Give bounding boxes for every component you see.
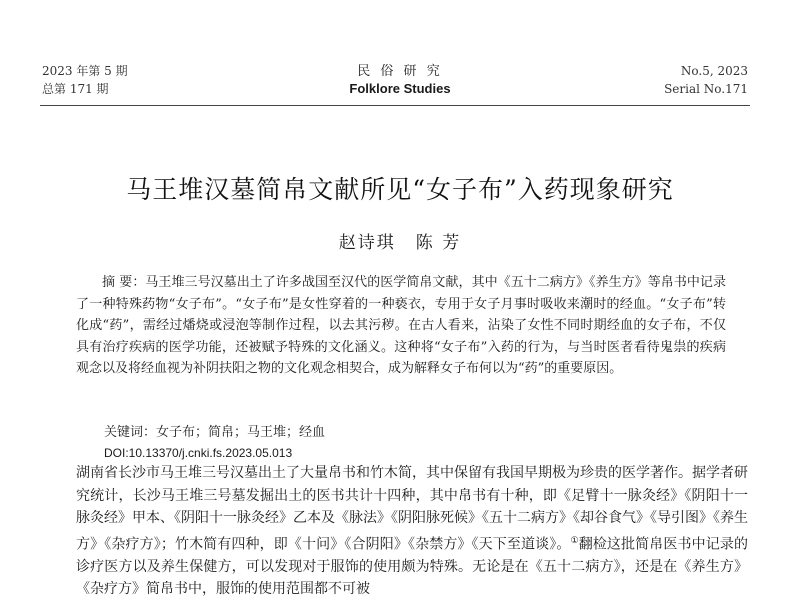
abstract-label: 摘 要： bbox=[102, 275, 146, 290]
article-meta bbox=[104, 423, 325, 463]
doi: DOI:10.13370/j.cnki.fs.2023.05.013 bbox=[104, 446, 293, 460]
keywords: 女子布；简帛；马王堆；经血 bbox=[156, 425, 326, 440]
journal-issue-en bbox=[664, 62, 748, 98]
issue-number-en: No.5, 2023 bbox=[680, 64, 748, 78]
header-rule bbox=[40, 105, 750, 106]
abstract-text: 马王堆三号汉墓出土了许多战国至汉代的医学简帛文献，其中《五十二病方》《养生方》等帛书中记录了一种特殊药物“女子布”。“女子布”是女性穿着的一种亵衣，专用于女子月事时吸收来潮时的经血。“女子布”转化成“药”，需经过燔烧或浸泡等制作过程，以去其污秽。在古人看来，沾染了女性不同时期经血的女子布，不仅具有治疗疾病的医学功能，还被赋予特殊的文化涵义。这种将“女子布”入药的行为，与当时医者看待鬼祟的疾病观念以及将经血视为补阴扶阳之物的文化观念相契合，成为解释女子布何以为“药”的重要原因。 bbox=[76, 275, 726, 376]
body-text-continued: 翻检这批简帛医书中记录的诊疗医方以及养生保健方，可以发现对于服饰的使用颇为特殊。无论是在《五十二病方》，还是在《养生方》《杂疗方》简帛书中，服饰的使用范围都不可被 bbox=[76, 536, 748, 598]
body-paragraph bbox=[76, 462, 748, 601]
serial-number-en: Serial No.171 bbox=[664, 82, 748, 96]
abstract bbox=[76, 272, 726, 380]
footnote-marker[interactable]: ① bbox=[570, 535, 579, 546]
author-name: 赵诗琪 bbox=[338, 233, 396, 253]
issue-number: 2023 年第 5 期 bbox=[42, 64, 128, 78]
article-title: 马王堆汉墓简帛文献所见“女子布”入药现象研究 bbox=[126, 175, 674, 204]
journal-name-cn: 民 俗 研 究 bbox=[357, 64, 443, 79]
article-authors bbox=[0, 228, 800, 253]
journal-name-en: Folklore Studies bbox=[349, 81, 451, 96]
author-name: 陈 芳 bbox=[415, 233, 462, 253]
keywords-line bbox=[104, 423, 325, 443]
keywords-label: 关键词： bbox=[104, 425, 157, 440]
serial-number-cn: 总第 171 期 bbox=[42, 82, 109, 96]
body-text: 湖南省长沙市马王堆三号汉墓出土了大量帛书和竹木简，其中保留有我国早期极为珍贵的医学著作。据学者研究统计，长沙马王堆三号墓发掘出土的医书共计十四种，其中帛书有十种，即《足臂十一脉灸经》《阴阳十一脉灸经》甲本、《阴阳十一脉灸经》乙本及《脉法》《阴阳脉死候》《五十二病方》《却谷食气》《导引图》《养生方》《杂疗方》；竹木简有四种，即《十问》《合阴阳》《杂禁方》《天下至道谈》。 bbox=[76, 465, 748, 553]
